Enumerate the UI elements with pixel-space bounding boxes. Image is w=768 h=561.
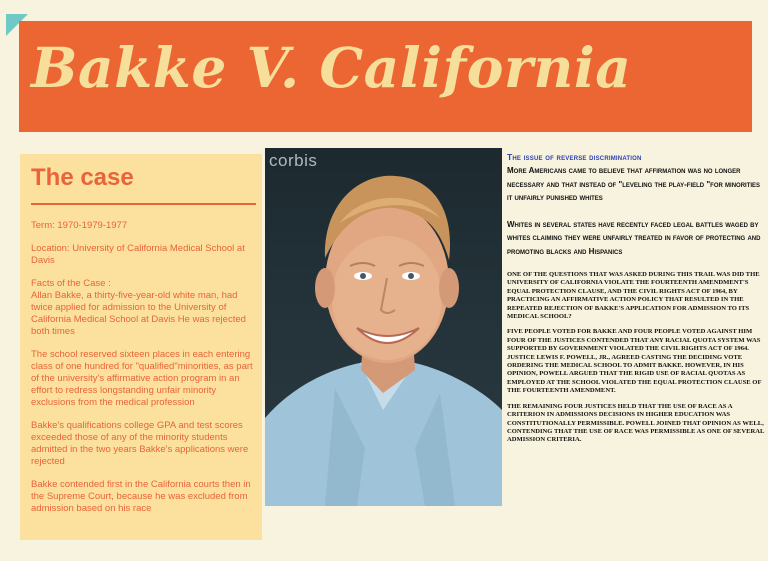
case-heading: The case (31, 164, 134, 191)
case-panel (20, 154, 262, 540)
case-facts: Facts of the Case : Allan Bakke, a thirty-five-year-old white man, had twice applied for admission to the University of California Medical School at Davis He was rejected both times (31, 278, 246, 337)
issue-body-remaining-justices: THE REMAINING FOUR JUSTICES HELD THAT THE USE OF RACE AS A CRITERION IN ADMISSIONS DECISIONS IN HIGHER EDUCATION WAS CONSTITUTIONALLY PERMISSIBLE. POWELL JOINED THAT OPINION AS WELL, CONTENDING THAT THE USE OF RACE WAS PERMISSIBLE AS ONE OF SEVERAL ADMISSION CRITERIA. (507, 402, 765, 444)
portrait-illustration (265, 148, 502, 506)
issue-body-vote: FIVE PEOPLE VOTED FOR BAKKE AND FOUR PEOPLE VOTED AGAINST HIM FOUR OF THE JUSTICES CONTENDED THAT ANY RACIAL QUOTA SYSTEM WAS SUPPORTED BY GOVERNMENT VIOLATED THE CIVIL RIGHTS ACT OF 1964. JUSTICE LEWIS F. POWELL, JR., AGREED CASTING THE DECIDING VOTE ORDERING THE MEDICAL SCHOOL TO ADMIT BAKKE. HOWEVER, IN HIS OPINION, POWELL ARGUED THAT THE RIGID USE OF RACIAL QUOTAS AS EMPLOYED AT THE SCHOOL VIOLATED THE EQUAL PROTECTION CLAUSE OF THE FOURTEENTH AMENDMENT. (507, 328, 762, 395)
title-banner (19, 21, 752, 132)
case-location: Location: University of California Medical School at Davis (31, 243, 245, 266)
case-divider (31, 203, 256, 205)
case-qualifications: Bakke's qualifications college GPA and test scores exceeded those of any of the minority students admitted in the two years Bakke's applications were rejected (31, 420, 249, 467)
page-title: Bakke V. California (31, 35, 632, 100)
issue-text-affirmation: More Americans came to believe that affirmation was no longer necessary and that instead of "leveling the play-field "for minorities it unfairly punished whites (507, 166, 761, 202)
photo-watermark: corbis (269, 151, 318, 170)
case-reserved-places: The school reserved sixteen places in each entering class of one hundred for "qualified"minorities, as part of the university's affirmative action program in an effort to redress longstanding unfair minority exclusions from the medical profession (31, 349, 253, 408)
portrait-photo (265, 148, 502, 506)
case-term: Term: 1970-1979-1977 (31, 220, 128, 231)
issue-column (507, 152, 765, 452)
case-contention: Bakke contended first in the California courts then in the Supreme Court, because he was excluded from admission based on his race (31, 479, 251, 514)
case-body (31, 220, 257, 526)
issue-body-question: ONE OF THE QUESTIONS THAT WAS ASKED DURING THIS TRAIL WAS DID THE UNIVERSITY OF CALIFORNIA VIOLATE THE FOURTEENTH AMENDMENT'S EQUAL PROTECTION CLAUSE, AND THE CIVIL RIGHTS ACT OF 1964, BY PRACTICING AN AFFIRMATIVE ACTION POLICY THAT RESULTED IN THE REPEATED REJECTION OF BAKKE'S APPLICATION FOR ADMISSION TO ITS MEDICAL SCHOOL? (507, 271, 760, 321)
issue-title: The issue of reverse discrimination (507, 152, 642, 162)
issue-text-legal-battles: Whites in several states have recently faced legal battles waged by whites claiming they were unfairly treated in favor of protecting and promoting blacks and Hispanics (507, 219, 761, 256)
